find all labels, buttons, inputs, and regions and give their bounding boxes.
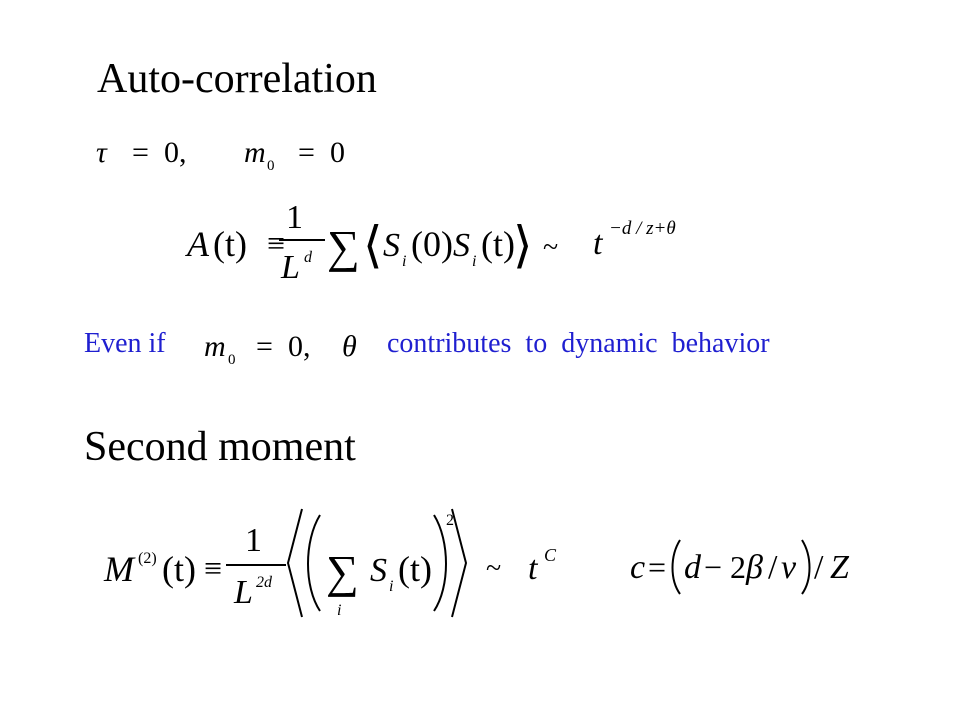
equals-sign-2: = [298,136,315,169]
L-superscript: d [304,249,312,266]
c-formula [626,530,866,600]
theta-symbol: θ [342,330,357,363]
paren-t-2: (t) [481,224,515,264]
left-angle: ⟨ [363,217,383,273]
S-subscript-2: i [472,253,477,270]
equals-sign: = [132,136,149,169]
equals-sign: = [648,549,667,585]
L-superscript: 2d [256,574,272,591]
left-paren [308,515,320,611]
d-symbol: d [684,549,701,586]
S-symbol: S [370,552,387,589]
heading-second-moment: Second moment [84,424,356,470]
m-subscript: 0 [267,158,275,174]
t-superscript: C [544,545,557,565]
fraction-numerator: 1 [286,199,303,236]
paren-t-2: (t) [398,549,432,589]
exponent: −d / z+θ [609,218,676,239]
slash-sign: / [768,549,778,586]
S-subscript: i [402,253,407,270]
note-prefix: Even if [84,328,166,359]
second-moment-formula [100,505,580,630]
left-paren [673,540,681,594]
minus-two: − 2 [704,549,747,585]
S-subscript: i [389,578,394,595]
M-superscript: (2) [138,550,157,567]
tau-symbol: τ [96,136,107,169]
A-symbol: A [187,224,209,264]
equiv-sign: ≡ [267,225,286,261]
left-angle-bracket [288,509,302,617]
sum-symbol: ∑ [326,546,359,597]
right-paren [802,540,810,594]
conditions-formula [90,128,370,178]
sum-symbol: ∑ [327,221,360,272]
slash-sign-2: / [814,549,824,586]
c-symbol: c [630,549,646,586]
zero-comma: 0, [164,136,187,169]
equals-sign: = [256,330,273,363]
sum-subscript: i [337,602,342,619]
t-symbol: t [593,225,603,262]
t-symbol: t [528,550,538,587]
Z-symbol: Z [830,549,849,586]
zero-comma: 0, [288,330,311,363]
beta-symbol: β [746,549,763,586]
L-symbol: L [234,574,253,611]
paren-t: (t) [162,549,196,589]
m-symbol: m [244,136,266,169]
right-angle: ⟩ [513,217,533,273]
L-symbol: L [281,249,300,286]
S-symbol: S [383,227,400,264]
nu-symbol: ν [781,549,797,586]
m-subscript: 0 [228,352,236,368]
zero-value: 0 [330,136,345,169]
autocorrelation-formula [185,190,705,300]
paren-zero: (0) [411,224,453,264]
heading-auto-correlation: Auto-correlation [97,56,377,102]
square-exponent: 2 [446,512,454,529]
equiv-sign: ≡ [204,550,223,586]
right-paren [434,515,446,611]
right-angle-bracket [452,509,466,617]
m-symbol: m [204,330,226,363]
S-symbol-2: S [453,227,470,264]
tilde-sign: ~ [543,232,559,263]
fraction-numerator: 1 [245,522,262,559]
paren-t: (t) [213,224,247,264]
note-suffix: contributes to dynamic behavior [387,328,770,359]
note-inline-formula [198,324,388,370]
tilde-sign: ~ [486,553,502,584]
M-symbol: M [104,549,134,589]
